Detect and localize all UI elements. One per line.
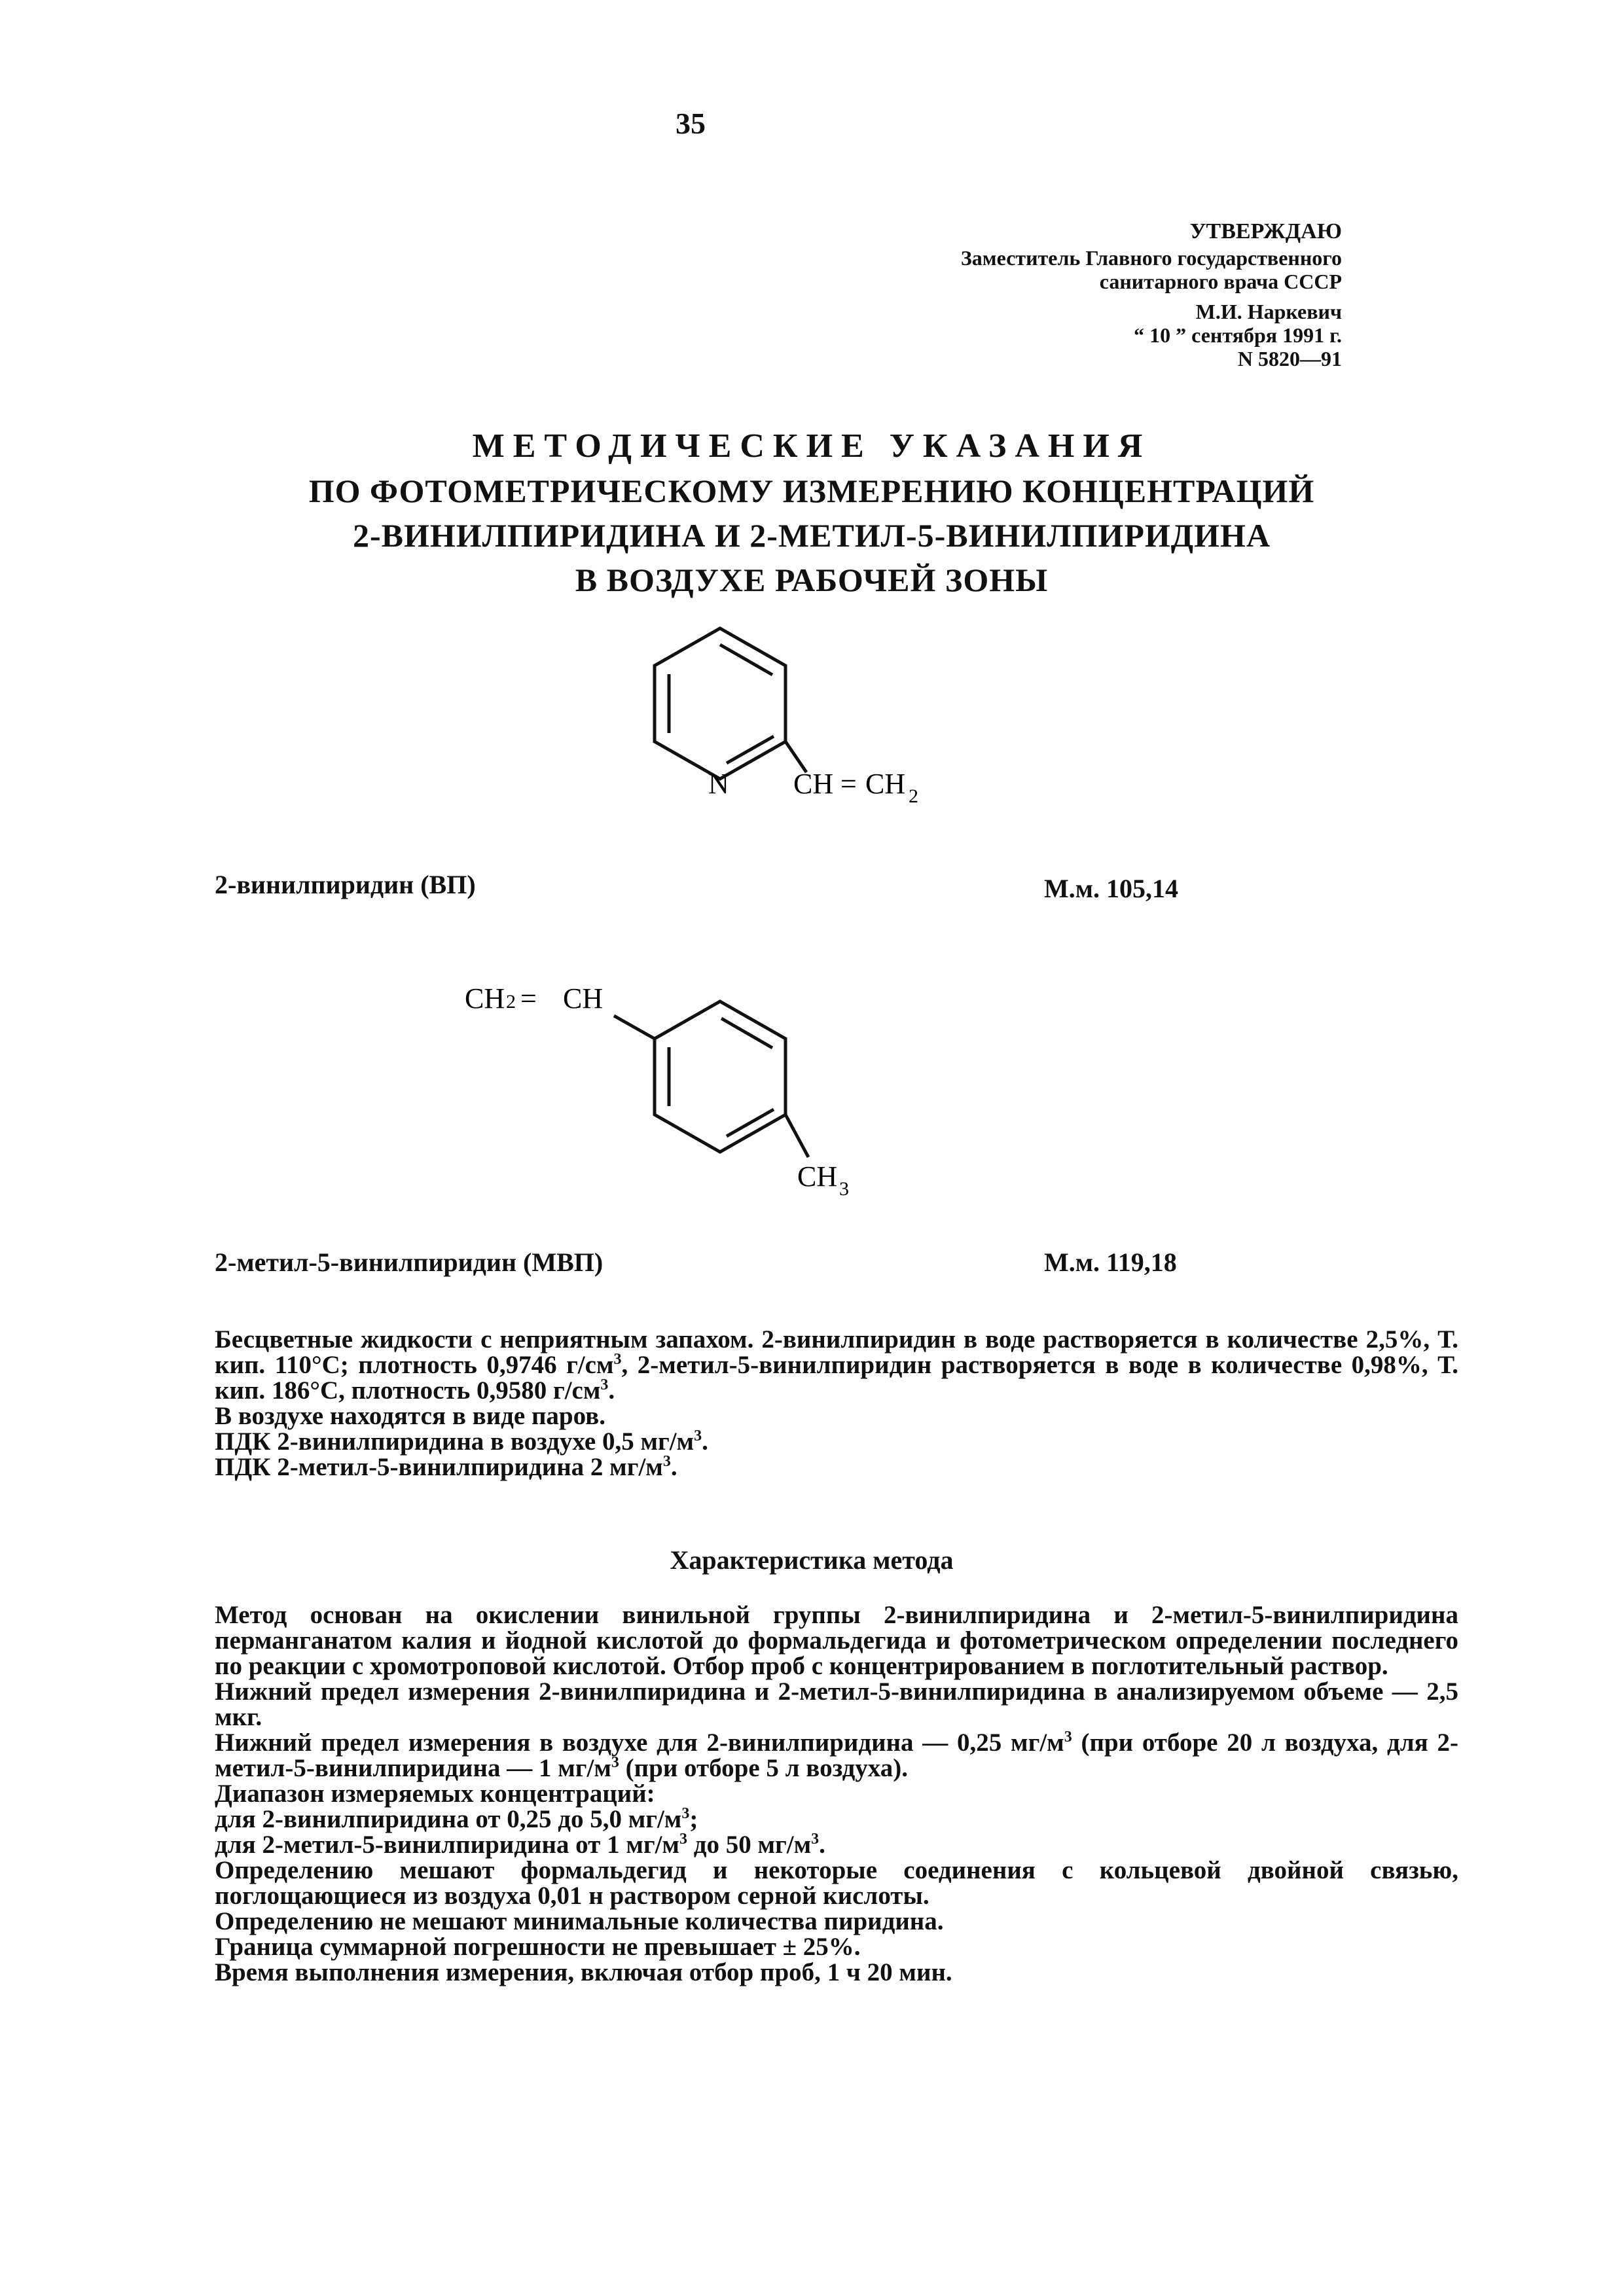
ring2-double-bond-1	[721, 1018, 772, 1048]
title-line1: МЕТОДИЧЕСКИЕ УКАЗАНИЯ	[472, 427, 1151, 465]
section-title: Характеристика метода	[670, 1545, 954, 1575]
title-line2: ПО ФОТОМЕТРИЧЕСКОМУ ИЗМЕРЕНИЮ КОНЦЕНТРАЦИЙ	[308, 473, 1315, 509]
vinyl-bond-2	[614, 1016, 655, 1039]
vinyl-ch2-label: CH	[465, 982, 505, 1014]
vinyl-ch-label: CH	[563, 982, 604, 1014]
compound1-name: 2-винилпиридин (ВП)	[215, 870, 476, 899]
vinyl-group-ch2: CH	[865, 768, 906, 800]
method-principle: Метод основан на окислении винильной группы 2-винилпиридина и 2-метил-5-винилпиридина перманганатом калия и йодной кислотой до формальдегида и фотометрическом определении последнего по реакции с хромотроповой кислотой. Отбор проб с концентрированием в поглотительный раствор.	[215, 1601, 1458, 1680]
vinyl-double-bond-sign: =	[840, 768, 857, 800]
method-no-interference: Определению не мешают минимальные количества пиридина.	[215, 1907, 944, 1935]
ring-double-bond-3	[727, 736, 774, 763]
method-range-vinylpyridine: для 2-винилпиридина от 0,25 до 5,0 $мг/м^3$;	[215, 1805, 698, 1833]
vinyl-ch2-subscript-2: 2	[506, 991, 516, 1013]
vinylpyridine-structure	[655, 628, 806, 779]
vinyl-group-ch: CH	[793, 768, 834, 800]
method-lower-limit-air: Нижний предел измерения в воздухе для 2-винилпиридина — 0,25 $мг/м^3$ (при отборе 20 л воздуха, для 2-метил-5-винилпиридина — 1 $мг/м^3$ (при отборе 5 л воздуха).	[215, 1729, 1458, 1782]
title-line3: 2-ВИНИЛПИРИДИНА И 2-МЕТИЛ-5-ВИНИЛПИРИДИНА	[352, 517, 1271, 554]
approval-position-line1: Заместитель Главного государственного	[960, 246, 1342, 270]
properties-paragraph: Бесцветные жидкости с неприятным запахом. 2-винилпиридин в воде растворяется в количестве 2,5%, Т. кип. 110°С; плотность 0,9746 $г/см^3$, 2-метил-5-винилпиридин растворяется в воде в количестве 0,98%, Т. кип. 186°С, плотность 0,9580 $г/см^3$.	[215, 1325, 1458, 1405]
title-line4: В ВОЗДУХЕ РАБОЧЕЙ ЗОНЫ	[575, 562, 1049, 598]
method-range-methylvinylpyridine: для 2-метил-5-винилпиридина от 1 $мг/м^3$ до 50 $мг/м^3$.	[215, 1831, 825, 1859]
approval-date: “ 10 ” сентября 1991 г.	[1134, 323, 1342, 347]
pdk-methylvinylpyridine: ПДК 2-метил-5-винилпиридина 2 $мг/м^3$.	[215, 1453, 677, 1481]
ring2-double-bond-3	[727, 1109, 774, 1136]
compound1-mass: М.м. 105,14	[1044, 874, 1178, 903]
method-interference: Определению мешают формальдегид и некоторые соединения с кольцевой двойной связью, поглощающиеся из воздуха 0,01 н раствором серной кислоты.	[215, 1856, 1458, 1910]
ring-double-bond-1	[720, 645, 772, 675]
page-number: 35	[676, 107, 706, 140]
pyridine-ring-2	[655, 1001, 785, 1152]
approval-heading: УТВЕРЖДАЮ	[1189, 219, 1342, 243]
pdk-vinylpyridine: ПДК 2-винилпиридина в воздухе 0,5 $мг/м^3$.	[215, 1427, 708, 1456]
vinyl-double-bond-sign-2: =	[520, 982, 537, 1014]
method-range-heading: Диапазон измеряемых концентраций:	[215, 1780, 655, 1808]
method-duration: Время выполнения измерения, включая отбор проб, 1 ч 20 мин.	[215, 1958, 952, 1986]
method-lower-limit-volume: Нижний предел измерения 2-винилпиридина и 2-метил-5-винилпиридина в анализируемом объеме — 2,5 мкг.	[215, 1677, 1458, 1731]
compound2-mass: М.м. 119,18	[1044, 1247, 1177, 1277]
compound2-name: 2-метил-5-винилпиридин (МВП)	[215, 1247, 604, 1277]
methyl-bond	[785, 1115, 808, 1157]
methyl-subscript: 3	[839, 1178, 849, 1200]
properties-state: В воздухе находятся в виде паров.	[215, 1402, 605, 1430]
pyridine-ring	[655, 628, 785, 779]
method-block	[215, 1602, 1458, 1985]
method-error-limit: Граница суммарной погрешности не превышает ± 25%.	[215, 1933, 861, 1961]
approval-position-line2: санитарного врача СССР	[1099, 270, 1342, 293]
methylvinylpyridine-structure	[614, 1001, 808, 1157]
approval-signer: М.И. Наркевич	[1195, 300, 1342, 323]
ring-nitrogen-label: N	[708, 768, 729, 800]
approval-number: N 5820—91	[1237, 347, 1342, 370]
vinyl-ch2-subscript: 2	[909, 785, 918, 807]
methyl-label: CH	[797, 1160, 838, 1193]
properties-block	[215, 1327, 1458, 1480]
